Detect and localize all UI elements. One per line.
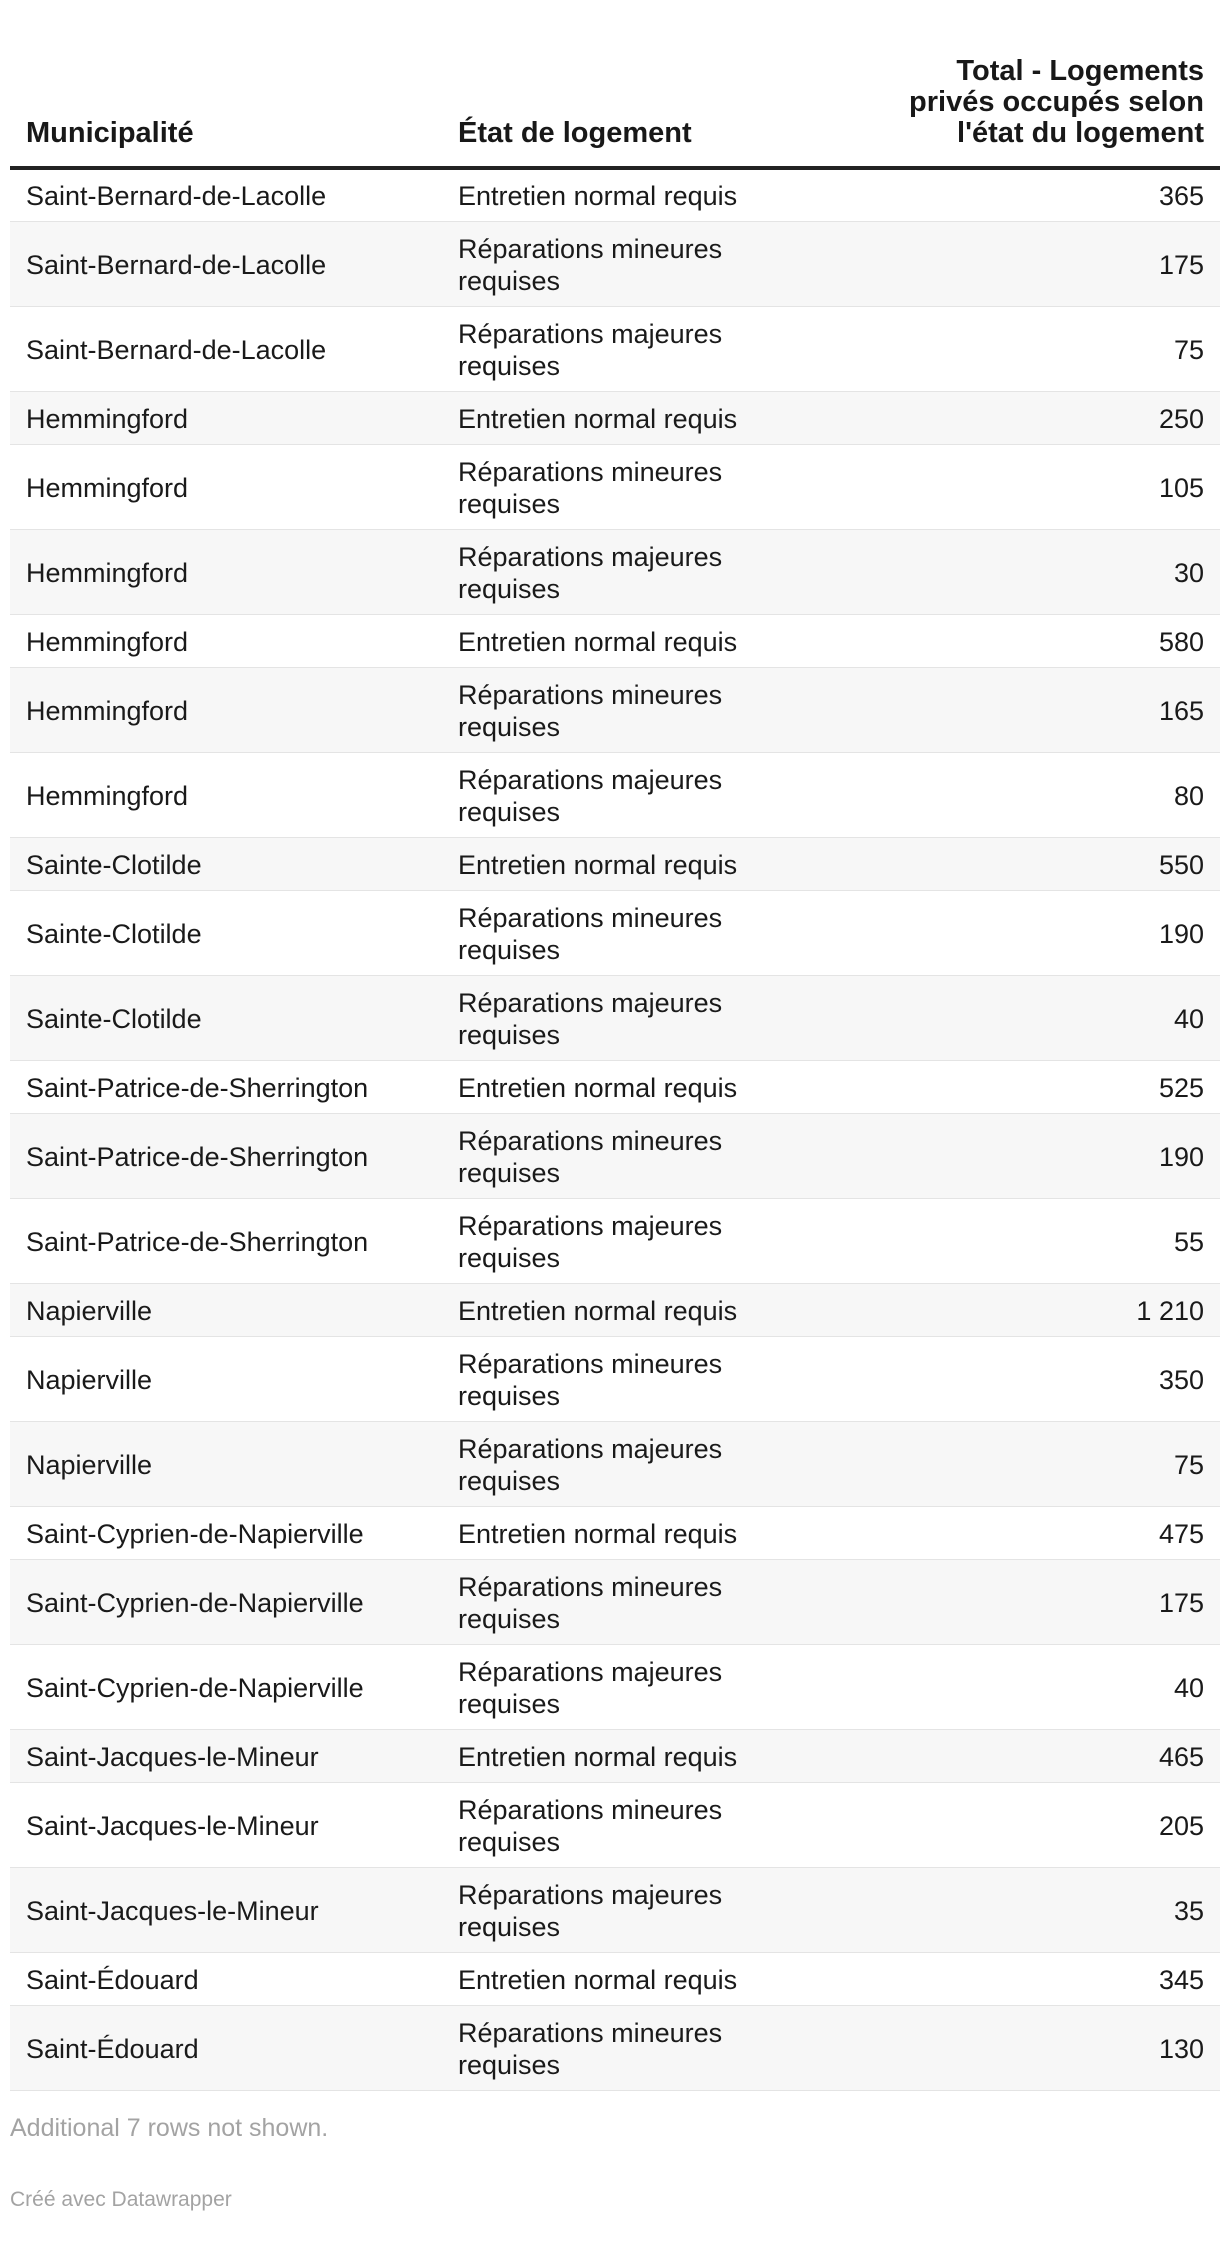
table-row [10, 1953, 1220, 2006]
cell-etat [442, 753, 872, 838]
cell-total: 130 [872, 2006, 1220, 2091]
cell-etat-text: Réparations majeures requises [458, 1210, 723, 1273]
cell-total: 190 [872, 891, 1220, 976]
table-row [10, 1783, 1220, 1868]
cell-total: 205 [872, 1783, 1220, 1868]
cell-municipalite: Hemmingford [10, 445, 442, 530]
cell-etat [442, 615, 872, 668]
cell-etat [442, 1783, 872, 1868]
cell-total: 175 [872, 222, 1220, 307]
cell-etat-text: Entretien normal requis [458, 1518, 738, 1549]
cell-etat-text: Réparations mineures requises [458, 456, 723, 519]
cell-etat [442, 1061, 872, 1114]
cell-total: 580 [872, 615, 1220, 668]
cell-etat [442, 891, 872, 976]
cell-total: 190 [872, 1114, 1220, 1199]
cell-total: 105 [872, 445, 1220, 530]
cell-etat-text: Réparations mineures requises [458, 679, 723, 742]
cell-etat [442, 1730, 872, 1783]
cell-etat [442, 1284, 872, 1337]
datawrapper-table-container [10, 0, 1220, 2213]
cell-municipalite: Hemmingford [10, 753, 442, 838]
cell-total: 30 [872, 530, 1220, 615]
cell-municipalite: Saint-Édouard [10, 2006, 442, 2091]
cell-etat [442, 1199, 872, 1284]
cell-etat [442, 668, 872, 753]
cell-municipalite: Hemmingford [10, 530, 442, 615]
cell-municipalite: Hemmingford [10, 392, 442, 445]
table-row [10, 615, 1220, 668]
cell-etat [442, 1953, 872, 2006]
cell-total: 40 [872, 976, 1220, 1061]
cell-total: 350 [872, 1337, 1220, 1422]
table-row [10, 445, 1220, 530]
cell-etat-text: Réparations majeures requises [458, 318, 723, 381]
table-row [10, 838, 1220, 891]
cell-etat [442, 1114, 872, 1199]
table-row [10, 307, 1220, 392]
top-spacer [10, 0, 1220, 48]
cell-etat [442, 530, 872, 615]
cell-etat-text: Entretien normal requis [458, 1964, 738, 1995]
cell-total: 165 [872, 668, 1220, 753]
cell-etat [442, 445, 872, 530]
cell-municipalite: Saint-Jacques-le-Mineur [10, 1783, 442, 1868]
cell-etat [442, 1337, 872, 1422]
cell-etat-text: Entretien normal requis [458, 626, 738, 657]
table-row [10, 1645, 1220, 1730]
cell-etat-text: Entretien normal requis [458, 1741, 738, 1772]
cell-municipalite: Saint-Patrice-de-Sherrington [10, 1114, 442, 1199]
cell-municipalite: Saint-Bernard-de-Lacolle [10, 222, 442, 307]
table-row [10, 891, 1220, 976]
table-row [10, 668, 1220, 753]
cell-municipalite: Saint-Cyprien-de-Napierville [10, 1507, 442, 1560]
table-body [10, 168, 1220, 2091]
cell-total: 345 [872, 1953, 1220, 2006]
table-row [10, 1337, 1220, 1422]
cell-total: 525 [872, 1061, 1220, 1114]
table-row [10, 1422, 1220, 1507]
cell-municipalite: Hemmingford [10, 615, 442, 668]
cell-etat-text: Réparations mineures requises [458, 1348, 723, 1411]
table-header [10, 48, 1220, 168]
cell-etat-text: Entretien normal requis [458, 1295, 738, 1326]
table-row [10, 753, 1220, 838]
table-row [10, 168, 1220, 222]
cell-municipalite: Napierville [10, 1422, 442, 1507]
cell-etat-text: Réparations mineures requises [458, 1794, 723, 1857]
cell-total: 465 [872, 1730, 1220, 1783]
cell-municipalite: Saint-Cyprien-de-Napierville [10, 1560, 442, 1645]
cell-etat-text: Entretien normal requis [458, 403, 738, 434]
cell-municipalite: Sainte-Clotilde [10, 891, 442, 976]
cell-municipalite: Saint-Édouard [10, 1953, 442, 2006]
cell-etat-text: Réparations majeures requises [458, 987, 723, 1050]
table-row [10, 1507, 1220, 1560]
cell-etat-text: Entretien normal requis [458, 849, 738, 880]
column-header-etat[interactable]: État de logement [442, 48, 872, 168]
column-header-total-line3: l'état du logement [957, 117, 1204, 149]
cell-etat-text: Réparations majeures requises [458, 1656, 723, 1719]
table-row [10, 976, 1220, 1061]
cell-etat-text: Entretien normal requis [458, 1072, 738, 1103]
cell-etat [442, 392, 872, 445]
column-header-municipalite[interactable]: Municipalité [10, 48, 442, 168]
cell-etat-text: Réparations majeures requises [458, 1433, 723, 1496]
cell-etat [442, 168, 872, 222]
cell-total: 75 [872, 1422, 1220, 1507]
cell-total: 250 [872, 392, 1220, 445]
cell-total: 550 [872, 838, 1220, 891]
data-table [10, 48, 1220, 2091]
cell-etat-text: Réparations majeures requises [458, 541, 723, 604]
cell-etat [442, 307, 872, 392]
cell-etat [442, 2006, 872, 2091]
cell-total: 55 [872, 1199, 1220, 1284]
cell-etat-text: Entretien normal requis [458, 181, 738, 211]
cell-etat [442, 1645, 872, 1730]
table-row [10, 1199, 1220, 1284]
datawrapper-credit: Créé avec Datawrapper [10, 2188, 232, 2211]
cell-municipalite: Napierville [10, 1284, 442, 1337]
cell-municipalite: Sainte-Clotilde [10, 976, 442, 1061]
column-header-total-line1: Total - Logements [956, 55, 1204, 87]
table-row [10, 1284, 1220, 1337]
cell-total: 75 [872, 307, 1220, 392]
table-row [10, 1560, 1220, 1645]
table-row [10, 1114, 1220, 1199]
cell-municipalite: Saint-Bernard-de-Lacolle [10, 168, 442, 222]
cell-etat [442, 222, 872, 307]
table-row [10, 1868, 1220, 1953]
cell-municipalite: Sainte-Clotilde [10, 838, 442, 891]
cell-etat-text: Réparations mineures requises [458, 1125, 723, 1188]
cell-etat-text: Réparations mineures requises [458, 902, 723, 965]
cell-municipalite: Saint-Bernard-de-Lacolle [10, 307, 442, 392]
table-row [10, 222, 1220, 307]
cell-total: 475 [872, 1507, 1220, 1560]
cell-etat [442, 1560, 872, 1645]
table-row [10, 1730, 1220, 1783]
cell-municipalite: Saint-Cyprien-de-Napierville [10, 1645, 442, 1730]
cell-total: 365 [872, 168, 1220, 222]
cell-municipalite: Hemmingford [10, 668, 442, 753]
cell-municipalite: Saint-Patrice-de-Sherrington [10, 1199, 442, 1284]
table-row [10, 1061, 1220, 1114]
header-row [10, 48, 1220, 168]
column-header-total[interactable] [872, 48, 1220, 168]
cell-etat-text: Réparations majeures requises [458, 1879, 723, 1942]
cell-total: 80 [872, 753, 1220, 838]
cell-municipalite: Saint-Jacques-le-Mineur [10, 1868, 442, 1953]
cell-total: 40 [872, 1645, 1220, 1730]
cell-etat-text: Réparations mineures requises [458, 2017, 723, 2080]
cell-etat-text: Réparations mineures requises [458, 233, 723, 296]
cell-total: 175 [872, 1560, 1220, 1645]
cell-municipalite: Napierville [10, 1337, 442, 1422]
cell-etat [442, 1868, 872, 1953]
cell-municipalite: Saint-Patrice-de-Sherrington [10, 1061, 442, 1114]
cell-etat-text: Réparations majeures requises [458, 764, 723, 827]
table-row [10, 392, 1220, 445]
cell-etat [442, 838, 872, 891]
cell-total: 35 [872, 1868, 1220, 1953]
table-row [10, 2006, 1220, 2091]
rows-not-shown-note: Additional 7 rows not shown. [10, 2114, 329, 2142]
column-header-total-line2: privés occupés selon [909, 86, 1204, 118]
cell-municipalite: Saint-Jacques-le-Mineur [10, 1730, 442, 1783]
cell-etat [442, 1507, 872, 1560]
cell-etat-text: Réparations mineures requises [458, 1571, 723, 1634]
cell-etat [442, 1422, 872, 1507]
cell-total: 1 210 [872, 1284, 1220, 1337]
table-row [10, 530, 1220, 615]
cell-etat [442, 976, 872, 1061]
